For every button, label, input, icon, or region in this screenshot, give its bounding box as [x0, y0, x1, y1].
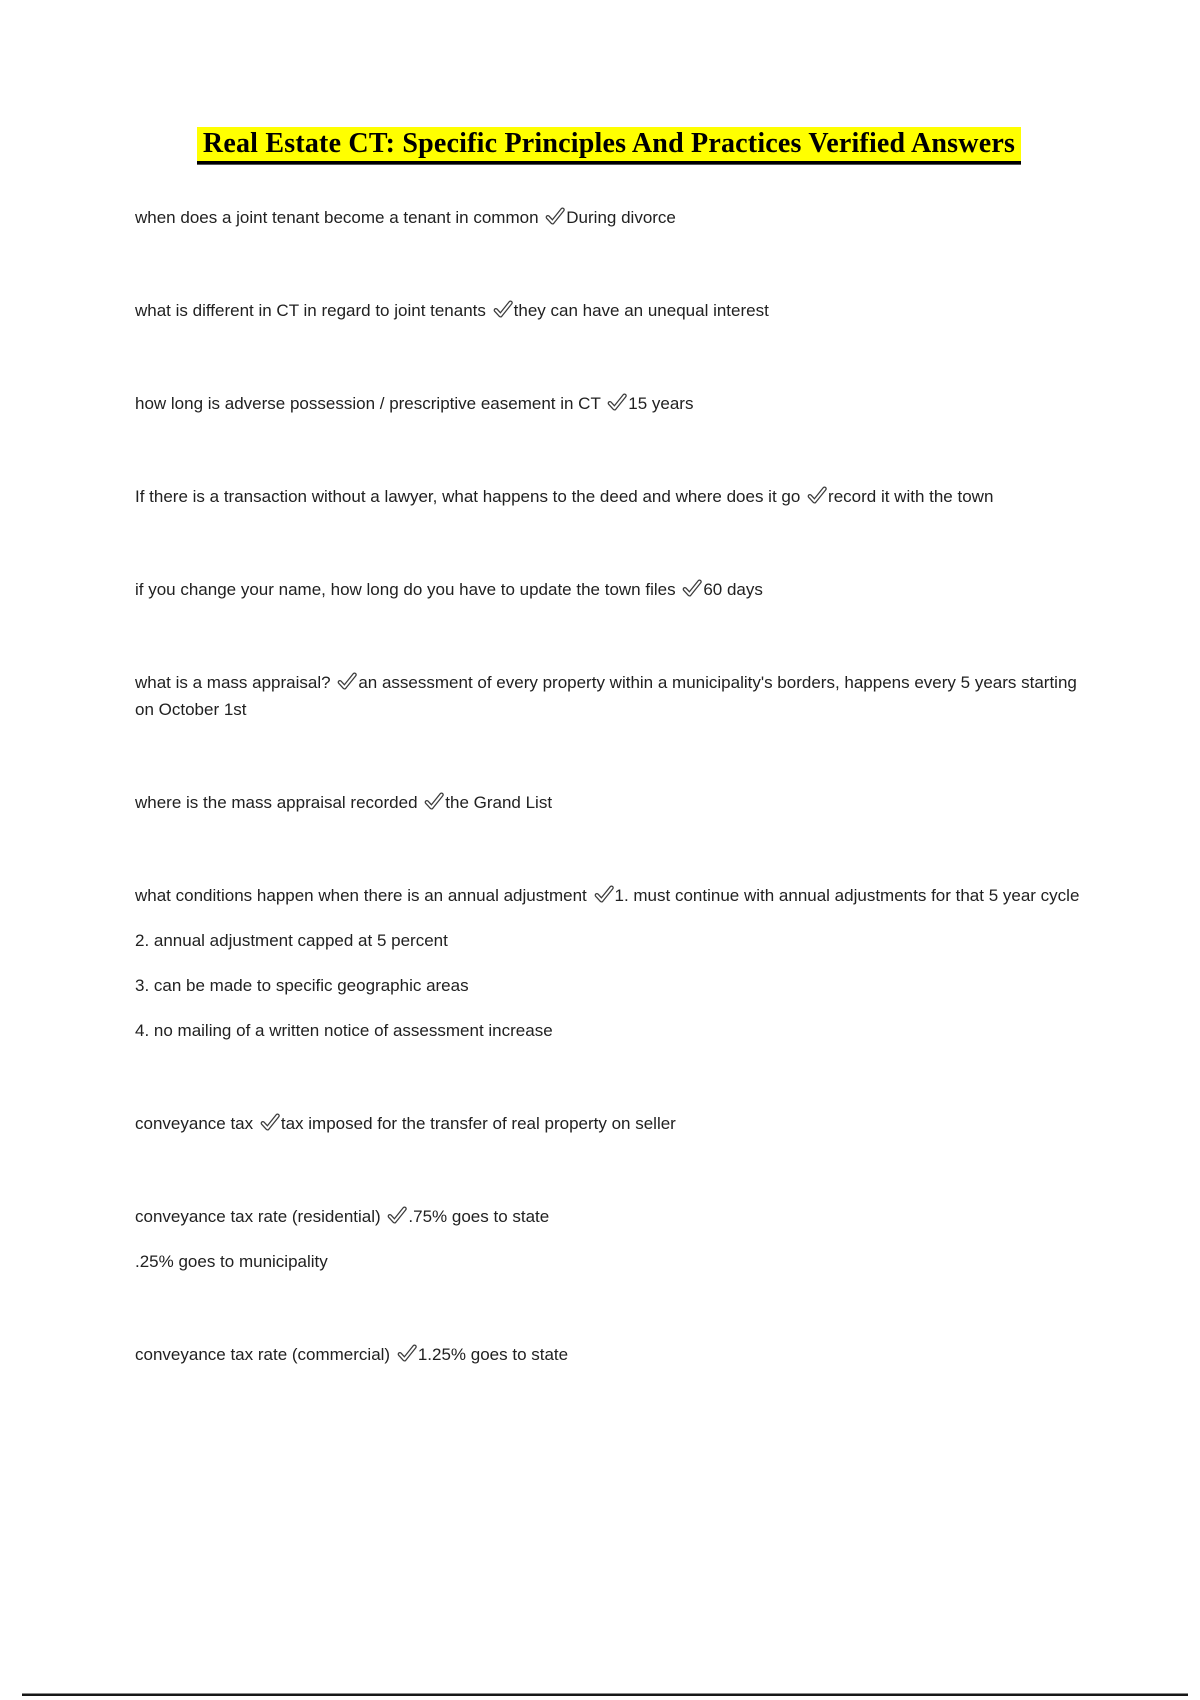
question-text: conveyance tax rate (commercial): [135, 1345, 391, 1364]
answer-extra-line: .25% goes to municipality: [135, 1252, 328, 1271]
qa-item: [135, 1110, 1083, 1137]
document-body: [135, 128, 1083, 1434]
question-text: what is a mass appraisal?: [135, 673, 331, 692]
verified-check-icon: [387, 1205, 407, 1225]
document-title-highlight: Real Estate CT: Specific Principles And Practices Verified Answers: [197, 127, 1021, 164]
answer-text: they can have an unequal interest: [513, 301, 769, 320]
qa-item: [135, 297, 1083, 324]
question-text: conveyance tax: [135, 1114, 254, 1133]
question-text: what is different in CT in regard to joint tenants: [135, 301, 486, 320]
document-title: [135, 128, 1083, 160]
qa-main-line: [135, 669, 1083, 723]
answer-text: During divorce: [566, 208, 676, 227]
verified-check-icon: [397, 1343, 417, 1363]
answer-extra-line: 2. annual adjustment capped at 5 percent: [135, 931, 448, 950]
qa-main-line: [135, 390, 1083, 417]
qa-main-line: [135, 1203, 1083, 1230]
answer-extra-line: 4. no mailing of a written notice of assessment increase: [135, 1021, 553, 1040]
qa-main-line: [135, 297, 1083, 324]
question-text: conveyance tax rate (residential): [135, 1207, 381, 1226]
qa-item: [135, 789, 1083, 816]
qa-item: [135, 204, 1083, 231]
verified-check-icon: [493, 299, 513, 319]
verified-check-icon: [594, 884, 614, 904]
qa-main-line: [135, 882, 1083, 909]
answer-text: tax imposed for the transfer of real property on seller: [280, 1114, 676, 1133]
answer-text: an assessment of every property within a municipality's borders, happens every 5 years starting on October 1st: [135, 673, 1077, 719]
question-text: what conditions happen when there is an annual adjustment: [135, 886, 587, 905]
qa-item: [135, 669, 1083, 723]
verified-check-icon: [607, 392, 627, 412]
question-text: when does a joint tenant become a tenant in common: [135, 208, 539, 227]
answer-text: the Grand List: [445, 793, 553, 812]
qa-item: [135, 390, 1083, 417]
question-text: how long is adverse possession / prescriptive easement in CT: [135, 394, 601, 413]
qa-main-line: [135, 576, 1083, 603]
qa-main-line: [135, 789, 1083, 816]
verified-check-icon: [807, 485, 827, 505]
qa-main-line: [135, 1341, 1083, 1368]
qa-item: [135, 882, 1083, 1044]
qa-item: [135, 483, 1083, 510]
qa-list: [135, 204, 1083, 1368]
answer-text: 60 days: [703, 580, 763, 599]
answer-text: 1. must continue with annual adjustments for that 5 year cycle: [614, 886, 1080, 905]
question-text: where is the mass appraisal recorded: [135, 793, 418, 812]
qa-main-line: [135, 1110, 1083, 1137]
qa-item: [135, 576, 1083, 603]
qa-main-line: [135, 483, 1083, 510]
answer-extra-line: 3. can be made to specific geographic areas: [135, 976, 469, 995]
answer-text: .75% goes to state: [408, 1207, 550, 1226]
answer-text: 15 years: [628, 394, 694, 413]
question-text: If there is a transaction without a lawyer, what happens to the deed and where does it go: [135, 487, 801, 506]
verified-check-icon: [260, 1112, 280, 1132]
verified-check-icon: [545, 206, 565, 226]
qa-item: [135, 1203, 1083, 1275]
answer-text: 1.25% goes to state: [417, 1345, 569, 1364]
question-text: if you change your name, how long do you have to update the town files: [135, 580, 676, 599]
verified-check-icon: [424, 791, 444, 811]
verified-check-icon: [337, 671, 357, 691]
page-divider: [22, 1693, 1188, 1696]
qa-item: [135, 1341, 1083, 1368]
verified-check-icon: [682, 578, 702, 598]
qa-main-line: [135, 204, 1083, 231]
answer-text: record it with the town: [828, 487, 994, 506]
